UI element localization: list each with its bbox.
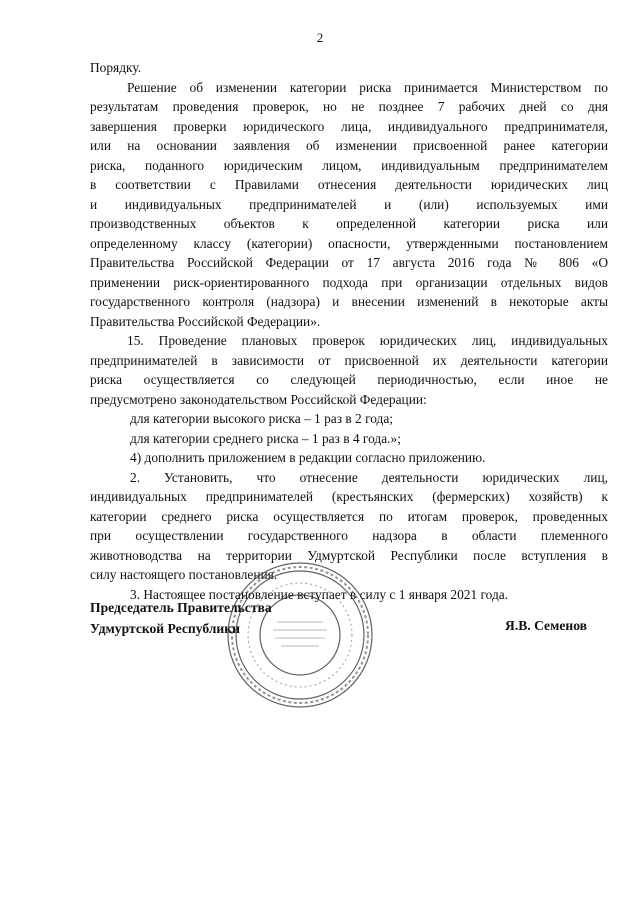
paragraph-line: Порядку. (90, 60, 142, 75)
paragraph-line: силу настоящего постановления. (90, 567, 278, 582)
signature-title-line: Удмуртской Республики (90, 621, 240, 636)
signature-title (90, 597, 272, 639)
paragraph-line: 4) дополнить приложением в редакции согласно приложению. (130, 450, 486, 465)
signature-title-line: Председатель Правительства (90, 600, 272, 615)
paragraph-line: в соответствии с Правилами отнесения деятельности юридических лиц (90, 177, 608, 192)
paragraph-line: Правительства Российской Федерации». (90, 313, 321, 329)
paragraph-line: индивидуальных предпринимателей (крестьянских (фермерских) хозяйств) к (90, 489, 608, 504)
paragraph-line: Правительства Российской Федерации от 17 августа 2016 года № 806 «О (90, 255, 608, 270)
signer-name: Я.В. Семенов (505, 618, 588, 633)
document-body (90, 58, 608, 604)
paragraph-line: 2. Установить, что отнесение деятельности юридических лиц, (130, 469, 608, 485)
paragraph-line: для категории среднего риска – 1 раз в 4 года.»; (130, 430, 401, 446)
paragraph-line: предусмотрено законодательством Российской Федерации: (90, 391, 427, 407)
paragraph-line: государственного контроля (надзора) и внесении изменений в некоторые акты (90, 294, 608, 309)
paragraph-line: результатам проведения проверок, но не позднее 7 рабочих дней со дня (90, 99, 608, 114)
paragraph-line: предпринимателей в зависимости от присвоенной их деятельности категории (90, 352, 608, 368)
paragraph-line: завершения проверки юридического лица, индивидуального предпринимателя, (90, 118, 608, 134)
paragraph-line: при осуществлении государственного надзора в области племенного (90, 528, 608, 543)
paragraph-line: Решение об изменении категории риска принимается Министерством по (127, 79, 608, 95)
paragraph-line: производственных объектов к определенной категории риска или (90, 216, 608, 231)
paragraph-line: или на основании заявления об изменении присвоенной ранее категории (90, 138, 608, 153)
paragraph-line: категории среднего риска осуществляется по итогам проверок, проведенных (90, 508, 608, 524)
paragraph-line: риска, поданного юридическим лицом, индивидуальным предпринимателем (90, 157, 608, 173)
paragraph-line: применении риск-ориентированного подхода при организации отдельных видов (90, 274, 608, 290)
paragraph-line: 15. Проведение плановых проверок юридических лиц, индивидуальных (127, 333, 608, 348)
paragraph-line: для категории высокого риска – 1 раз в 2 года; (130, 411, 394, 426)
paragraph-line: 3. Настоящее постановление вступает в силу с 1 января 2021 года. (130, 586, 509, 602)
paragraph-line: животноводства на территории Удмуртской Республики после вступления в (90, 547, 608, 563)
paragraph-line: и индивидуальных предпринимателей и (или) используемых ими (90, 196, 608, 212)
paragraph-line: определенному классу (категории) опасности, утвержденными постановлением (90, 235, 608, 251)
page-number: 2 (316, 30, 324, 45)
paragraph-line: риска осуществляется со следующей периодичностью, если иное не (90, 372, 608, 387)
